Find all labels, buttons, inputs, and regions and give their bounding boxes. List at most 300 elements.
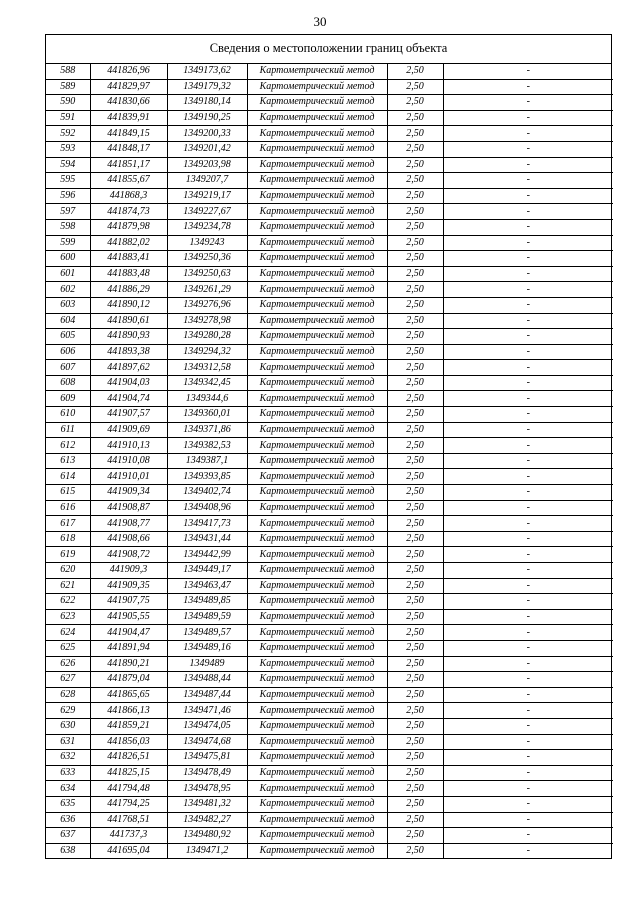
accuracy-cell: 2,50 [387,547,443,563]
page-number: 30 [313,14,327,29]
accuracy-cell: 2,50 [387,750,443,766]
table-row [46,282,613,298]
point-number-cell: 606 [46,344,90,360]
accuracy-cell: 2,50 [387,796,443,812]
x-coordinate-cell: 441695,04 [90,843,167,858]
x-coordinate-cell: 441868,3 [90,188,167,204]
accuracy-cell: 2,50 [387,251,443,267]
table-row [46,79,613,95]
accuracy-cell: 2,50 [387,563,443,579]
x-coordinate-cell: 441883,41 [90,251,167,267]
point-number-cell: 591 [46,110,90,126]
x-coordinate-cell: 441907,75 [90,594,167,610]
point-number-cell: 623 [46,609,90,625]
point-number-cell: 603 [46,297,90,313]
point-number-cell: 629 [46,703,90,719]
y-coordinate-cell: 1349200,33 [167,126,247,142]
accuracy-cell: 2,50 [387,703,443,719]
method-cell: Картометрический метод [247,469,387,485]
table-row [46,594,613,610]
y-coordinate-cell: 1349190,25 [167,110,247,126]
y-coordinate-cell: 1349475,81 [167,750,247,766]
y-coordinate-cell: 1349387,1 [167,453,247,469]
description-cell: - [443,796,613,812]
description-cell: - [443,812,613,828]
point-number-cell: 615 [46,485,90,501]
point-number-cell: 611 [46,422,90,438]
point-number-cell: 610 [46,407,90,423]
accuracy-cell: 2,50 [387,110,443,126]
method-cell: Картометрический метод [247,282,387,298]
y-coordinate-cell: 1349294,32 [167,344,247,360]
y-coordinate-cell: 1349179,32 [167,79,247,95]
coordinates-table [46,64,613,858]
x-coordinate-cell: 441910,08 [90,453,167,469]
method-cell: Картометрический метод [247,438,387,454]
table-row [46,266,613,282]
method-cell: Картометрический метод [247,640,387,656]
y-coordinate-cell: 1349278,98 [167,313,247,329]
description-cell: - [443,843,613,858]
method-cell: Картометрический метод [247,329,387,345]
method-cell: Картометрический метод [247,765,387,781]
description-cell: - [443,453,613,469]
description-cell: - [443,687,613,703]
accuracy-cell: 2,50 [387,516,443,532]
y-coordinate-cell: 1349471,2 [167,843,247,858]
description-cell: - [443,594,613,610]
table-row [46,625,613,641]
x-coordinate-cell: 441890,61 [90,313,167,329]
table-row [46,547,613,563]
table-row [46,672,613,688]
y-coordinate-cell: 1349371,86 [167,422,247,438]
table-row [46,828,613,844]
accuracy-cell: 2,50 [387,734,443,750]
accuracy-cell: 2,50 [387,672,443,688]
accuracy-cell: 2,50 [387,407,443,423]
y-coordinate-cell: 1349463,47 [167,578,247,594]
accuracy-cell: 2,50 [387,126,443,142]
y-coordinate-cell: 1349488,44 [167,672,247,688]
table-row [46,812,613,828]
point-number-cell: 617 [46,516,90,532]
method-cell: Картометрический метод [247,796,387,812]
description-cell: - [443,578,613,594]
y-coordinate-cell: 1349489,16 [167,640,247,656]
description-cell: - [443,672,613,688]
x-coordinate-cell: 441890,21 [90,656,167,672]
table-row [46,750,613,766]
description-cell: - [443,656,613,672]
description-cell: - [443,640,613,656]
accuracy-cell: 2,50 [387,282,443,298]
y-coordinate-cell: 1349219,17 [167,188,247,204]
x-coordinate-cell: 441908,66 [90,531,167,547]
x-coordinate-cell: 441849,15 [90,126,167,142]
y-coordinate-cell: 1349276,96 [167,297,247,313]
accuracy-cell: 2,50 [387,422,443,438]
accuracy-cell: 2,50 [387,843,443,858]
table-row [46,391,613,407]
description-cell: - [443,282,613,298]
table-row [46,438,613,454]
point-number-cell: 620 [46,563,90,579]
accuracy-cell: 2,50 [387,188,443,204]
y-coordinate-cell: 1349449,17 [167,563,247,579]
method-cell: Картометрический метод [247,251,387,267]
accuracy-cell: 2,50 [387,453,443,469]
table-row [46,173,613,189]
description-cell: - [443,718,613,734]
accuracy-cell: 2,50 [387,375,443,391]
x-coordinate-cell: 441891,94 [90,640,167,656]
point-number-cell: 638 [46,843,90,858]
method-cell: Картометрический метод [247,718,387,734]
x-coordinate-cell: 441910,01 [90,469,167,485]
table-row [46,718,613,734]
y-coordinate-cell: 1349408,96 [167,500,247,516]
point-number-cell: 624 [46,625,90,641]
x-coordinate-cell: 441907,57 [90,407,167,423]
point-number-cell: 628 [46,687,90,703]
method-cell: Картометрический метод [247,485,387,501]
point-number-cell: 590 [46,95,90,111]
table-row [46,375,613,391]
method-cell: Картометрический метод [247,375,387,391]
description-cell: - [443,235,613,251]
table-row [46,141,613,157]
y-coordinate-cell: 1349489,59 [167,609,247,625]
point-number-cell: 622 [46,594,90,610]
description-cell: - [443,516,613,532]
description-cell: - [443,485,613,501]
x-coordinate-cell: 441839,91 [90,110,167,126]
table-row [46,578,613,594]
description-cell: - [443,157,613,173]
description-cell: - [443,750,613,766]
method-cell: Картометрический метод [247,516,387,532]
y-coordinate-cell: 1349203,98 [167,157,247,173]
method-cell: Картометрический метод [247,843,387,858]
y-coordinate-cell: 1349474,05 [167,718,247,734]
method-cell: Картометрический метод [247,734,387,750]
x-coordinate-cell: 441856,03 [90,734,167,750]
x-coordinate-cell: 441825,15 [90,765,167,781]
table-row [46,219,613,235]
table-row [46,360,613,376]
method-cell: Картометрический метод [247,64,387,79]
y-coordinate-cell: 1349480,92 [167,828,247,844]
accuracy-cell: 2,50 [387,469,443,485]
method-cell: Картометрический метод [247,157,387,173]
description-cell: - [443,266,613,282]
x-coordinate-cell: 441908,77 [90,516,167,532]
boundary-table [45,34,612,859]
y-coordinate-cell: 1349393,85 [167,469,247,485]
description-cell: - [443,126,613,142]
accuracy-cell: 2,50 [387,594,443,610]
accuracy-cell: 2,50 [387,625,443,641]
description-cell: - [443,609,613,625]
table-row [46,251,613,267]
method-cell: Картометрический метод [247,126,387,142]
table-title: Сведения о местоположении границ объекта [46,35,611,64]
accuracy-cell: 2,50 [387,656,443,672]
x-coordinate-cell: 441909,69 [90,422,167,438]
x-coordinate-cell: 441879,04 [90,672,167,688]
x-coordinate-cell: 441855,67 [90,173,167,189]
x-coordinate-cell: 441883,48 [90,266,167,282]
description-cell: - [443,391,613,407]
method-cell: Картометрический метод [247,500,387,516]
point-number-cell: 632 [46,750,90,766]
x-coordinate-cell: 441890,93 [90,329,167,345]
point-number-cell: 626 [46,656,90,672]
accuracy-cell: 2,50 [387,64,443,79]
table-row [46,313,613,329]
accuracy-cell: 2,50 [387,297,443,313]
method-cell: Картометрический метод [247,563,387,579]
y-coordinate-cell: 1349342,45 [167,375,247,391]
accuracy-cell: 2,50 [387,95,443,111]
point-number-cell: 609 [46,391,90,407]
description-cell: - [443,313,613,329]
x-coordinate-cell: 441886,29 [90,282,167,298]
y-coordinate-cell: 1349478,95 [167,781,247,797]
method-cell: Картометрический метод [247,204,387,220]
table-row [46,500,613,516]
accuracy-cell: 2,50 [387,687,443,703]
accuracy-cell: 2,50 [387,718,443,734]
method-cell: Картометрический метод [247,594,387,610]
point-number-cell: 592 [46,126,90,142]
method-cell: Картометрический метод [247,313,387,329]
table-row [46,95,613,111]
y-coordinate-cell: 1349243 [167,235,247,251]
y-coordinate-cell: 1349201,42 [167,141,247,157]
x-coordinate-cell: 441830,66 [90,95,167,111]
method-cell: Картометрический метод [247,547,387,563]
y-coordinate-cell: 1349431,44 [167,531,247,547]
y-coordinate-cell: 1349250,63 [167,266,247,282]
method-cell: Картометрический метод [247,360,387,376]
x-coordinate-cell: 441851,17 [90,157,167,173]
table-row [46,485,613,501]
accuracy-cell: 2,50 [387,235,443,251]
description-cell: - [443,703,613,719]
description-cell: - [443,438,613,454]
point-number-cell: 625 [46,640,90,656]
table-row [46,407,613,423]
point-number-cell: 607 [46,360,90,376]
method-cell: Картометрический метод [247,173,387,189]
point-number-cell: 621 [46,578,90,594]
accuracy-cell: 2,50 [387,219,443,235]
accuracy-cell: 2,50 [387,204,443,220]
y-coordinate-cell: 1349481,32 [167,796,247,812]
x-coordinate-cell: 441904,74 [90,391,167,407]
method-cell: Картометрический метод [247,344,387,360]
point-number-cell: 631 [46,734,90,750]
description-cell: - [443,563,613,579]
accuracy-cell: 2,50 [387,313,443,329]
accuracy-cell: 2,50 [387,531,443,547]
description-cell: - [443,469,613,485]
x-coordinate-cell: 441879,98 [90,219,167,235]
accuracy-cell: 2,50 [387,765,443,781]
y-coordinate-cell: 1349442,99 [167,547,247,563]
table-row [46,204,613,220]
x-coordinate-cell: 441882,02 [90,235,167,251]
method-cell: Картометрический метод [247,672,387,688]
accuracy-cell: 2,50 [387,329,443,345]
description-cell: - [443,64,613,79]
description-cell: - [443,828,613,844]
description-cell: - [443,173,613,189]
table-row [46,734,613,750]
x-coordinate-cell: 441794,48 [90,781,167,797]
description-cell: - [443,625,613,641]
x-coordinate-cell: 441829,97 [90,79,167,95]
x-coordinate-cell: 441794,25 [90,796,167,812]
x-coordinate-cell: 441848,17 [90,141,167,157]
x-coordinate-cell: 441910,13 [90,438,167,454]
table-row [46,516,613,532]
x-coordinate-cell: 441826,96 [90,64,167,79]
description-cell: - [443,141,613,157]
point-number-cell: 593 [46,141,90,157]
description-cell: - [443,547,613,563]
table-row [46,126,613,142]
y-coordinate-cell: 1349180,14 [167,95,247,111]
method-cell: Картометрический метод [247,812,387,828]
description-cell: - [443,251,613,267]
y-coordinate-cell: 1349489,85 [167,594,247,610]
table-row [46,110,613,126]
table-row [46,609,613,625]
table-row [46,64,613,79]
point-number-cell: 598 [46,219,90,235]
accuracy-cell: 2,50 [387,79,443,95]
description-cell: - [443,407,613,423]
accuracy-cell: 2,50 [387,578,443,594]
accuracy-cell: 2,50 [387,500,443,516]
y-coordinate-cell: 1349478,49 [167,765,247,781]
x-coordinate-cell: 441908,72 [90,547,167,563]
y-coordinate-cell: 1349482,27 [167,812,247,828]
y-coordinate-cell: 1349360,01 [167,407,247,423]
description-cell: - [443,781,613,797]
table-body [46,64,613,858]
table-row [46,563,613,579]
accuracy-cell: 2,50 [387,828,443,844]
description-cell: - [443,79,613,95]
table-row [46,188,613,204]
method-cell: Картометрический метод [247,656,387,672]
table-row [46,765,613,781]
point-number-cell: 601 [46,266,90,282]
description-cell: - [443,344,613,360]
table-row [46,453,613,469]
method-cell: Картометрический метод [247,781,387,797]
point-number-cell: 633 [46,765,90,781]
accuracy-cell: 2,50 [387,640,443,656]
y-coordinate-cell: 1349487,44 [167,687,247,703]
y-coordinate-cell: 1349261,29 [167,282,247,298]
table-row [46,703,613,719]
x-coordinate-cell: 441897,62 [90,360,167,376]
x-coordinate-cell: 441865,65 [90,687,167,703]
x-coordinate-cell: 441737,3 [90,828,167,844]
accuracy-cell: 2,50 [387,485,443,501]
method-cell: Картометрический метод [247,188,387,204]
x-coordinate-cell: 441866,13 [90,703,167,719]
table-row [46,687,613,703]
accuracy-cell: 2,50 [387,609,443,625]
method-cell: Картометрический метод [247,578,387,594]
table-row [46,235,613,251]
description-cell: - [443,765,613,781]
method-cell: Картометрический метод [247,422,387,438]
method-cell: Картометрический метод [247,297,387,313]
x-coordinate-cell: 441909,34 [90,485,167,501]
x-coordinate-cell: 441768,51 [90,812,167,828]
point-number-cell: 637 [46,828,90,844]
description-cell: - [443,110,613,126]
method-cell: Картометрический метод [247,609,387,625]
table-row [46,329,613,345]
x-coordinate-cell: 441826,51 [90,750,167,766]
x-coordinate-cell: 441909,35 [90,578,167,594]
x-coordinate-cell: 441904,47 [90,625,167,641]
point-number-cell: 599 [46,235,90,251]
method-cell: Картометрический метод [247,625,387,641]
point-number-cell: 589 [46,79,90,95]
y-coordinate-cell: 1349489,57 [167,625,247,641]
table-row [46,796,613,812]
point-number-cell: 612 [46,438,90,454]
accuracy-cell: 2,50 [387,266,443,282]
point-number-cell: 636 [46,812,90,828]
method-cell: Картометрический метод [247,407,387,423]
table-row [46,843,613,858]
point-number-cell: 600 [46,251,90,267]
accuracy-cell: 2,50 [387,344,443,360]
point-number-cell: 634 [46,781,90,797]
description-cell: - [443,734,613,750]
y-coordinate-cell: 1349207,7 [167,173,247,189]
point-number-cell: 597 [46,204,90,220]
method-cell: Картометрический метод [247,453,387,469]
y-coordinate-cell: 1349344,6 [167,391,247,407]
x-coordinate-cell: 441908,87 [90,500,167,516]
point-number-cell: 605 [46,329,90,345]
y-coordinate-cell: 1349280,28 [167,329,247,345]
x-coordinate-cell: 441909,3 [90,563,167,579]
y-coordinate-cell: 1349250,36 [167,251,247,267]
x-coordinate-cell: 441890,12 [90,297,167,313]
x-coordinate-cell: 441905,55 [90,609,167,625]
point-number-cell: 613 [46,453,90,469]
method-cell: Картометрический метод [247,531,387,547]
accuracy-cell: 2,50 [387,157,443,173]
method-cell: Картометрический метод [247,219,387,235]
accuracy-cell: 2,50 [387,781,443,797]
table-row [46,422,613,438]
y-coordinate-cell: 1349402,74 [167,485,247,501]
description-cell: - [443,360,613,376]
